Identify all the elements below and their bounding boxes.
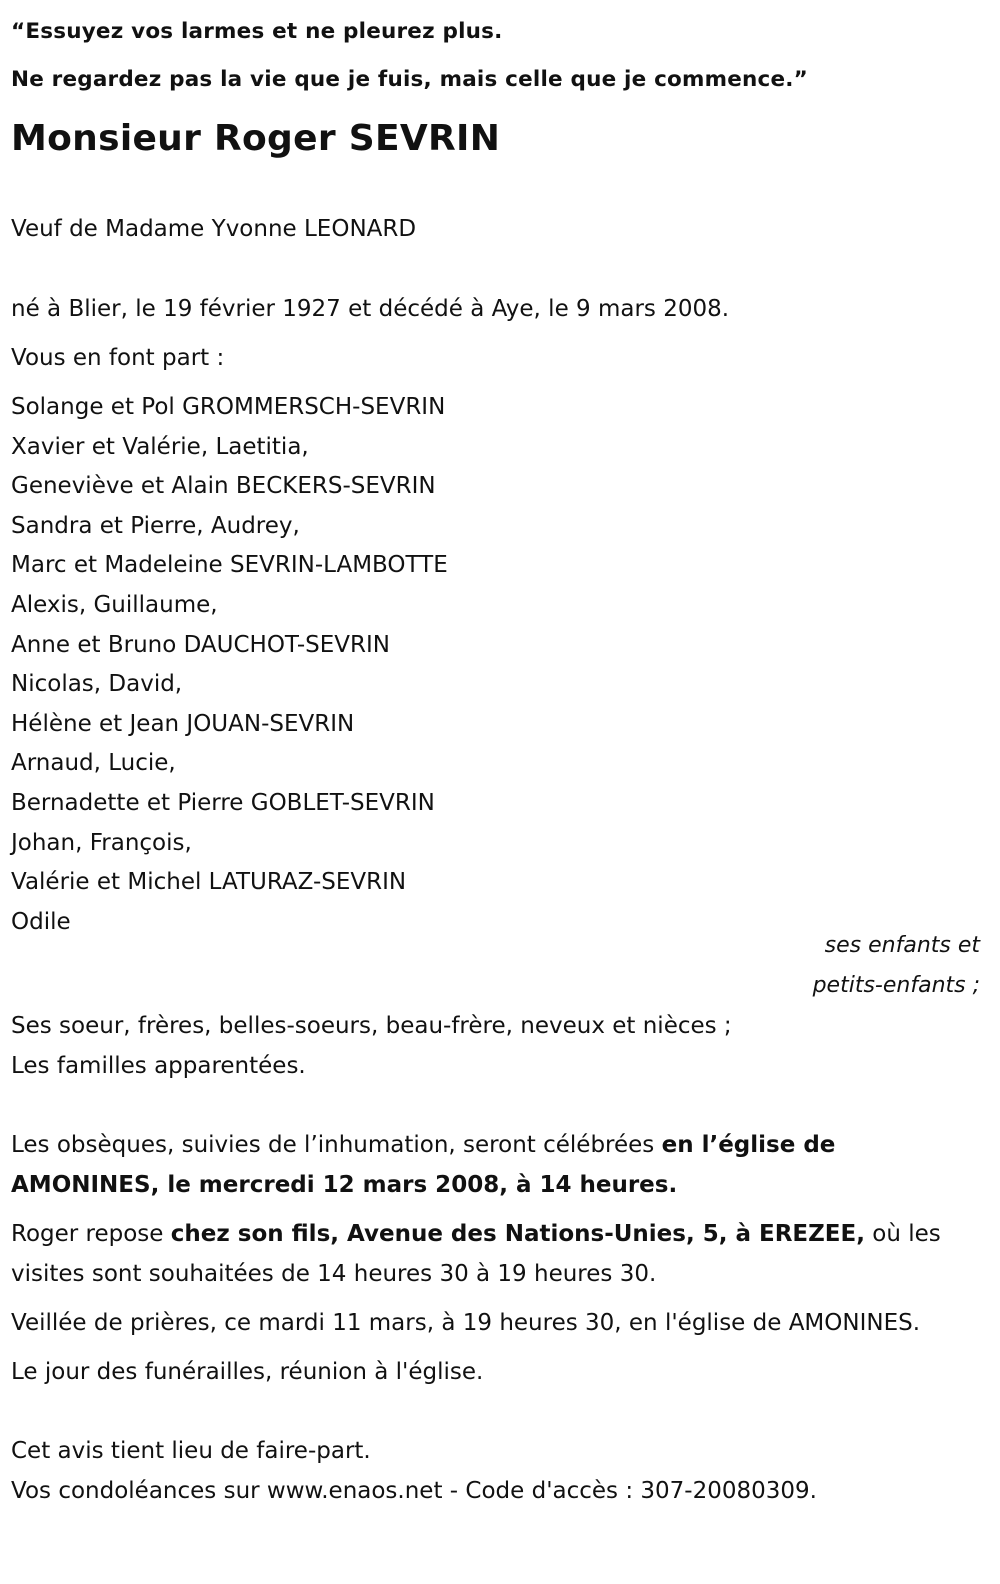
siblings-line: Ses soeur, frères, belles-soeurs, beau-frère, neveux et nièces ;	[11, 1013, 732, 1040]
meeting-info: Le jour des funérailles, réunion à l'église.	[11, 1359, 484, 1386]
family-members-list	[11, 388, 986, 942]
family-member: Marc et Madeleine SEVRIN-LAMBOTTE	[11, 552, 448, 579]
family-member: Sandra et Pierre, Audrey,	[11, 512, 300, 539]
quote-line-2: Ne regardez pas la vie que je fuis, mais celle que je commence.”	[11, 67, 808, 92]
quote-line-1: “Essuyez vos larmes et ne pleurez plus.	[11, 19, 503, 44]
obituary-notice	[11, 8, 986, 1511]
family-member: Odile	[11, 908, 71, 935]
rest-text-end: où les visites sont souhaitées de 14 heures 30 à 19 heures 30.	[11, 1221, 941, 1288]
family-member: Geneviève et Alain BECKERS-SEVRIN	[11, 473, 436, 500]
family-member: Hélène et Jean JOUAN-SEVRIN	[11, 710, 355, 737]
birth-death-info: né à Blier, le 19 février 1927 et décédé à Aye, le 9 mars 2008.	[11, 296, 730, 322]
family-member: Xavier et Valérie, Laetitia,	[11, 433, 309, 460]
family-member: Arnaud, Lucie,	[11, 750, 176, 777]
family-member: Valérie et Michel LATURAZ-SEVRIN	[11, 869, 407, 896]
rest-text-start: Roger repose	[11, 1221, 171, 1248]
vigil-info: Veillée de prières, ce mardi 11 mars, à 19 heures 30, en l'église de AMONINES.	[11, 1310, 921, 1337]
funeral-text: Les obsèques, suivies de l’inhumation, seront célébrées	[11, 1132, 662, 1159]
notice-line: Cet avis tient lieu de faire-part.	[11, 1438, 371, 1465]
families-line: Les familles apparentées.	[11, 1053, 306, 1080]
announcement-intro: Vous en font part :	[11, 345, 225, 371]
family-member: Alexis, Guillaume,	[11, 591, 218, 618]
funeral-info	[11, 1125, 986, 1205]
relation-line-2: petits-enfants ;	[812, 973, 980, 999]
rest-address: chez son fils, Avenue des Nations-Unies, 5, à EREZEE,	[170, 1221, 865, 1248]
widow-of: Veuf de Madame Yvonne LEONARD	[11, 216, 417, 242]
deceased-name: Monsieur Roger SEVRIN	[11, 118, 501, 159]
rest-info	[11, 1214, 986, 1294]
family-member: Nicolas, David,	[11, 671, 183, 698]
family-member: Johan, François,	[11, 829, 192, 856]
family-member: Bernadette et Pierre GOBLET-SEVRIN	[11, 789, 435, 816]
family-member: Solange et Pol GROMMERSCH-SEVRIN	[11, 394, 446, 420]
relation-line-1: ses enfants et	[824, 933, 980, 959]
funeral-location-time: en l’église de AMONINES, le mercredi 12 mars 2008, à 14 heures.	[11, 1132, 836, 1199]
condolences-line: Vos condoléances sur www.enaos.net - Code d'accès : 307-20080309.	[11, 1478, 817, 1505]
family-member: Anne et Bruno DAUCHOT-SEVRIN	[11, 631, 391, 658]
relation-label	[11, 926, 986, 1006]
